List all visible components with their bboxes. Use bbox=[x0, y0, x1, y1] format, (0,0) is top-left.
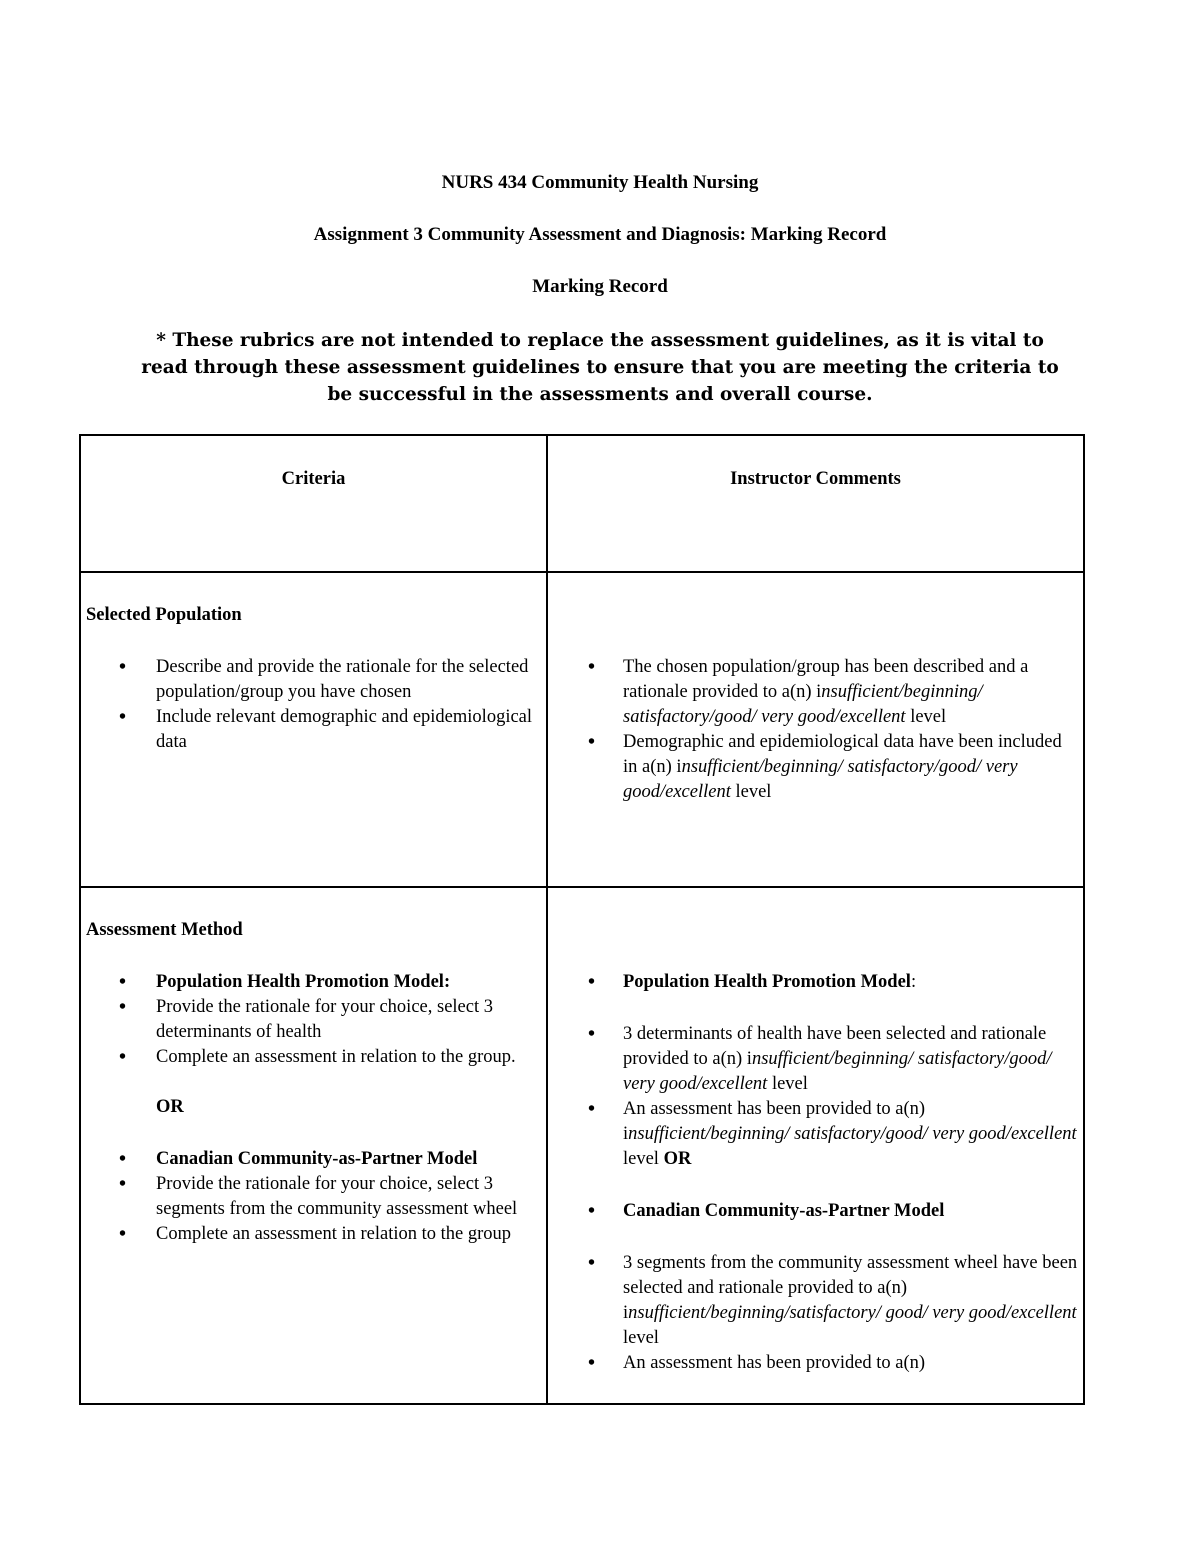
list-item: • 3 segments from the community assessment wheel have been selected and rationale provided to a(n) insufficient/beginning/satisfactory/ good/ very good/excellent level bbox=[559, 1251, 1079, 1351]
comments-list bbox=[559, 970, 1079, 995]
criteria-list bbox=[86, 1147, 542, 1247]
list-item: • Provide the rationale for your choice, select 3 segments from the community assessment wheel bbox=[86, 1172, 542, 1222]
course-title: NURS 434 Community Health Nursing bbox=[441, 172, 759, 193]
criteria-list bbox=[86, 970, 542, 1070]
list-item: • Provide the rationale for your choice, select 3 determinants of health bbox=[86, 995, 542, 1045]
list-item: • Canadian Community-as-Partner Model bbox=[86, 1147, 542, 1172]
table-row bbox=[80, 572, 1084, 887]
list-item: • Describe and provide the rationale for the selected population/group you have chosen bbox=[86, 655, 542, 705]
table-row bbox=[80, 887, 1084, 1404]
or-label: OR bbox=[156, 1097, 184, 1117]
list-item: • Canadian Community-as-Partner Model bbox=[559, 1199, 1079, 1224]
comments-list bbox=[559, 655, 1079, 805]
list-item: • Complete an assessment in relation to the group. bbox=[86, 1045, 542, 1070]
criteria-header: Criteria bbox=[281, 469, 346, 489]
instructor-comments-header: Instructor Comments bbox=[730, 469, 901, 489]
comments-list bbox=[559, 1251, 1079, 1376]
section-title-assessment-method: Assessment Method bbox=[86, 920, 243, 940]
comments-header-cell bbox=[547, 435, 1084, 572]
list-item: • Population Health Promotion Model: bbox=[559, 970, 1079, 995]
marking-rubric-table bbox=[79, 434, 1085, 1405]
criteria-cell bbox=[80, 572, 547, 887]
comments-cell bbox=[547, 887, 1084, 1404]
section-title-selected-population: Selected Population bbox=[86, 605, 242, 625]
list-item: • Include relevant demographic and epidemiological data bbox=[86, 705, 542, 755]
list-item: • Complete an assessment in relation to the group bbox=[86, 1222, 542, 1247]
rubric-notice: * These rubrics are not intended to replace the assessment guidelines, as it is vital to read through these assessment guidelines to ensure that you are meeting the criteria to be successful in the assessments and overall course. bbox=[141, 330, 1059, 405]
list-item: • Demographic and epidemiological data have been included in a(n) insufficient/beginning/ satisfactory/good/ very good/excellent level bbox=[559, 730, 1079, 805]
list-item: • Population Health Promotion Model: bbox=[86, 970, 542, 995]
list-item: • The chosen population/group has been described and a rationale provided to a(n) insufficient/beginning/ satisfactory/good/ very good/excellent level bbox=[559, 655, 1079, 730]
list-item: • 3 determinants of health have been selected and rationale provided to a(n) insufficient/beginning/ satisfactory/good/ very good/excellent level bbox=[559, 1022, 1079, 1097]
list-item: • An assessment has been provided to a(n) bbox=[559, 1351, 1079, 1376]
criteria-list bbox=[86, 655, 542, 755]
list-item: • An assessment has been provided to a(n) insufficient/beginning/ satisfactory/good/ very good/excellent level OR bbox=[559, 1097, 1079, 1172]
comments-list bbox=[559, 1199, 1079, 1224]
criteria-header-cell bbox=[80, 435, 547, 572]
comments-list bbox=[559, 1022, 1079, 1172]
marking-record-heading: Marking Record bbox=[532, 276, 668, 297]
criteria-cell bbox=[80, 887, 547, 1404]
assignment-title: Assignment 3 Community Assessment and Diagnosis: Marking Record bbox=[313, 224, 887, 245]
comments-cell bbox=[547, 572, 1084, 887]
table-header-row bbox=[80, 435, 1084, 572]
